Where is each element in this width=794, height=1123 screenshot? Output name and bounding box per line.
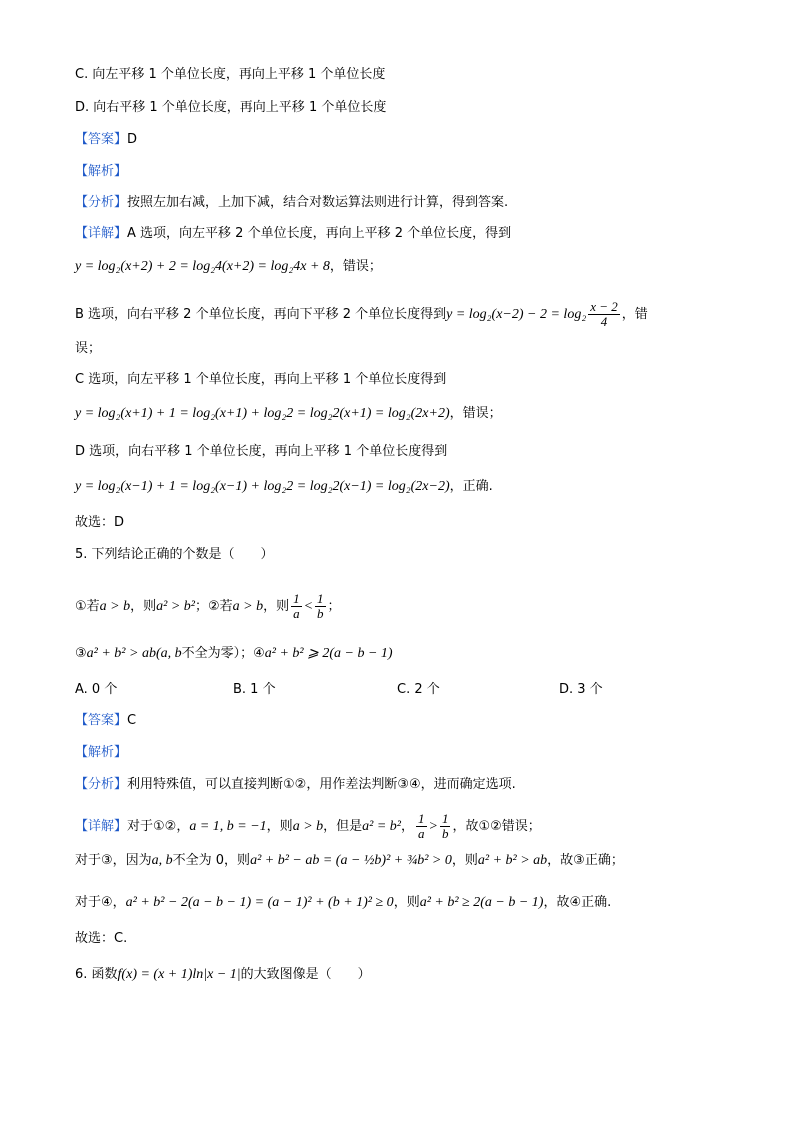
stmt-2-label: ；②若 [194,599,233,614]
analysis-text: 按照左加右减，上加下减，结合对数运算法则进行计算，得到答案. [127,195,509,210]
formula-a: y = log₂(x+2) + 2 = log₂4(x+2) = log₂4x + 8 [75,259,330,274]
detail-2-relation: > [428,819,438,834]
question-6-suffix: 的大致图像是（ ） [240,967,371,982]
option-b-wrap: 误； [75,341,102,356]
detail-line-3 [75,852,624,870]
option-b-detail-line [75,300,648,329]
frac-1-den: a [293,606,300,621]
option-d-line: D. 向右平移 1 个单位长度，再向上平移 1 个单位长度 [75,100,387,115]
detail-line-2 [75,812,541,841]
stmt-2-end: ； [327,599,341,614]
detail-3-cond: 不全为 0，则 [172,853,251,868]
detail-2-values: a = 1, b = −1 [189,819,267,834]
detail-2-frac-2 [440,812,451,841]
answer-line-2 [75,712,136,730]
formula-b-verdict: ，错 [621,307,648,322]
stmt-3-label: ③ [75,646,87,661]
detail-4-result: a² + b² ≥ 2(a − b − 1) [419,895,544,910]
stmt-2-frac-2 [315,592,326,621]
stmt-4-formula: a² + b² ⩾ 2(a − b − 1) [264,646,393,661]
stmt-2-relation: < [303,599,314,614]
analysis-text-2: 利用特殊值，可以直接判断①②，用作差法判断③④，进而确定选项. [127,777,516,792]
frac-2-den: b [317,606,324,621]
stmt-3-cond: 不全为零）；④ [181,646,265,661]
detail-frac-1-num: 1 [418,811,425,826]
stmt-2-then: ，则 [263,599,290,614]
question-6-function: f(x) = (x + 1)ln|x − 1| [117,967,241,982]
detail-frac-2-den: b [441,826,449,841]
formula-b: y = log₂(x−2) − 2 = log₂ [446,307,587,322]
detail-2-eq: a² = b² [362,819,401,834]
question-5-statements-2 [75,645,393,663]
formula-d: y = log₂(x−1) + 1 = log₂(x−1) + log₂2 = log₂2(x−1) = log₂(2x−2) [75,479,450,494]
formula-d-verdict: ，正确. [449,479,493,494]
detail-4-then: ，则 [393,895,420,910]
detail-frac-1-den: a [418,826,425,841]
analysis-tag-1: 【解析】 [75,164,128,179]
analysis-sub-tag: 【分析】 [75,195,128,210]
option-d-detail-line: D 选项，向右平移 1 个单位长度，再向上平移 1 个单位长度得到 [75,444,448,459]
detail-3-conclusion: ，故③正确； [547,853,624,868]
detail-3-a: 对于③，因为 [75,853,152,868]
answer-tag: 【答案】 [75,132,128,147]
detail-2-a: 对于①②， [127,819,190,834]
answer-tag-2: 【答案】 [75,713,128,728]
formula-b-denominator: 4 [600,314,608,329]
question-5-statements-1 [75,592,341,621]
stmt-2-cond: a > b [232,599,264,614]
analysis-sub-tag-2: 【分析】 [75,777,128,792]
choice-c: C. 2 个 [397,682,440,697]
detail-2-conclusion: ，故①②错误； [452,819,541,834]
detail-line-4 [75,894,611,912]
formula-line-d [75,478,493,496]
frac-2-num: 1 [317,591,324,606]
detail-line-1 [75,225,511,243]
formula-c: y = log₂(x+1) + 1 = log₂(x+1) + log₂2 = log₂2(x+1) = log₂(2x+2) [75,406,450,421]
detail-3-vars: a, b [151,853,173,868]
analysis-line-1 [75,194,508,212]
stmt-1-then: ，则 [130,599,157,614]
analysis-tag-2: 【解析】 [75,745,128,760]
detail-2-comma: ， [401,819,415,834]
choice-line-1: 故选：D [75,515,125,530]
choice-d: D. 3 个 [559,682,603,697]
option-c-detail-line: C 选项，向左平移 1 个单位长度，再向上平移 1 个单位长度得到 [75,372,447,387]
question-6-title [75,966,371,984]
detail-tag: 【详解】 [75,226,128,241]
formula-line-a [75,258,382,276]
detail-2-ineq: a > b [292,819,324,834]
choice-a: A. 0 个 [75,682,118,697]
formula-line-c [75,405,502,423]
stmt-1-result: a² > b² [156,599,195,614]
answer-value: D [127,132,138,147]
detail-4-formula: a² + b² − 2(a − b − 1) = (a − 1)² + (b + 1)² ≥ 0 [125,895,394,910]
stmt-1-label: ①若 [75,599,100,614]
detail-3-result: a² + b² > ab [477,853,548,868]
formula-a-verdict: ，错误； [329,259,382,274]
option-c-line: C. 向左平移 1 个单位长度，再向上平移 1 个单位长度 [75,67,386,82]
question-5-title: 5. 下列结论正确的个数是（ ） [75,547,274,562]
detail-2-but: ，但是 [323,819,363,834]
option-b-text: B 选项，向右平移 2 个单位长度，再向下平移 2 个单位长度得到 [75,307,447,322]
formula-c-verdict: ，错误； [449,406,502,421]
detail-frac-2-num: 1 [441,811,449,826]
stmt-2-frac-1 [291,592,302,621]
detail-text: A 选项，向左平移 2 个单位长度，再向上平移 2 个单位长度，得到 [127,226,512,241]
detail-3-formula: a² + b² − ab = (a − ½b)² + ¾b² > 0 [250,853,452,868]
detail-4-conclusion: ，故④正确. [543,895,612,910]
detail-2-then: ，则 [266,819,293,834]
choice-line-2: 故选：C. [75,931,128,946]
answer-value-2: C [127,713,137,728]
stmt-3-formula: a² + b² > ab(a, b [86,646,182,661]
answer-line-1 [75,131,137,149]
frac-1-num: 1 [293,591,300,606]
detail-4-a: 对于④， [75,895,126,910]
detail-tag-2: 【详解】 [75,819,128,834]
formula-b-fraction [588,300,620,329]
stmt-1-cond: a > b [99,599,131,614]
detail-2-frac-1 [416,812,427,841]
formula-b-numerator: x − 2 [590,299,618,314]
analysis-line-2 [75,776,516,794]
detail-3-then: ，则 [451,853,478,868]
question-6-prefix: 6. 函数 [75,967,118,982]
choice-b: B. 1 个 [233,682,276,697]
